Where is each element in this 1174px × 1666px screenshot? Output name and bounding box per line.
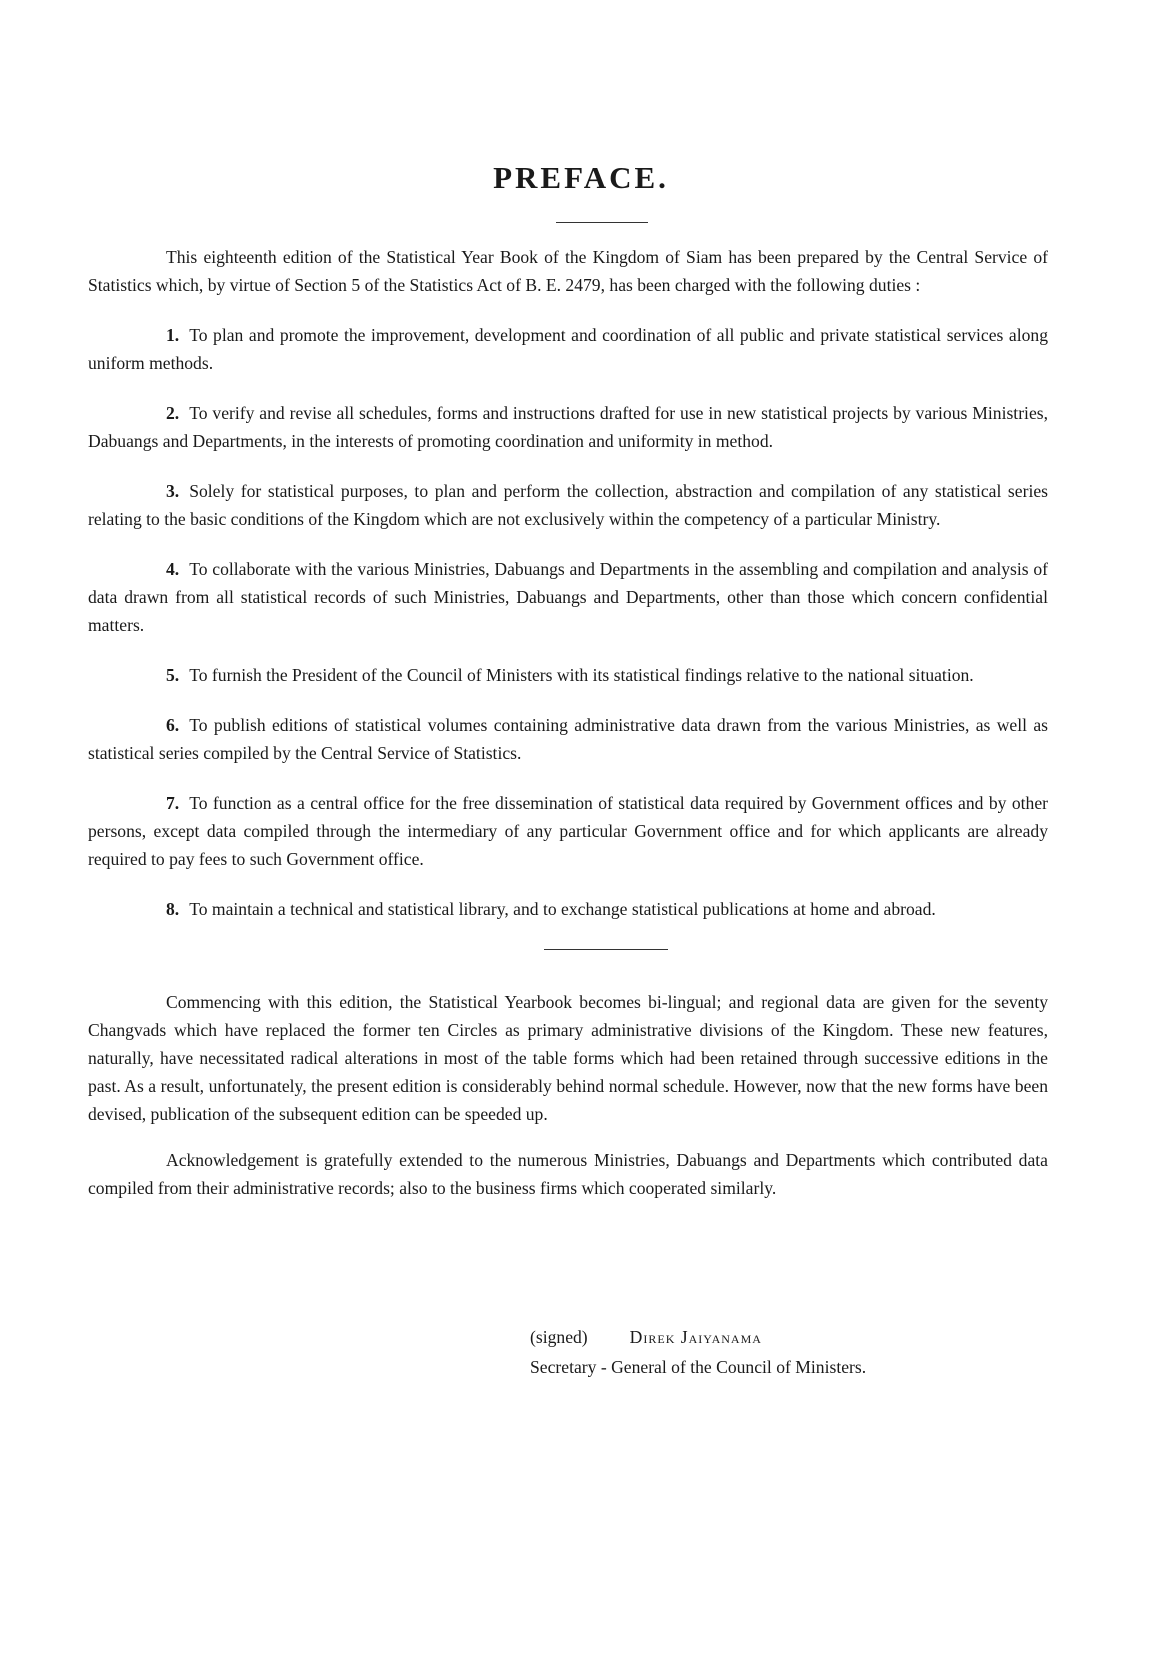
signatory-name: Direk Jaiyanama <box>629 1327 762 1347</box>
acknowledgement-paragraph: Acknowledgement is gratefully extended to the numerous Ministries, Dabuangs and Departments which contributed data compiled from their administrative records; also to the business firms which cooperated similarly. <box>88 1150 1048 1198</box>
duty-item <box>88 895 1048 923</box>
duty-item <box>88 399 1048 455</box>
duty-number: 4. <box>166 559 180 579</box>
duty-text: To publish editions of statistical volumes containing administrative data drawn from the various Ministries, as well as statistical series compiled by the Central Service of Statistics. <box>88 715 1048 763</box>
duty-text: To maintain a technical and statistical library, and to exchange statistical publications at home and abroad. <box>189 899 936 919</box>
duty-number: 6. <box>166 715 180 735</box>
duty-number: 3. <box>166 481 180 501</box>
duty-text: Solely for statistical purposes, to plan and perform the collection, abstraction and compilation of any statistical series relating to the basic conditions of the Kingdom which are not exclusively within the competency of a particular Ministry. <box>88 481 1048 529</box>
duty-text: To function as a central office for the free dissemination of statistical data required by Government offices and by other persons, except data compiled through the intermediary of any particular Government office and for which applicants are already required to pay fees to such Government office. <box>88 793 1048 869</box>
duty-text: To verify and revise all schedules, forms and instructions drafted for use in new statistical projects by various Ministries, Dabuangs and Departments, in the interests of promoting coordination and uniformity in method. <box>88 403 1048 451</box>
signatory-position: Secretary - General of the Council of Ministers. <box>530 1357 867 1377</box>
page-title: PREFACE. <box>493 160 669 195</box>
duty-text: To collaborate with the various Ministries, Dabuangs and Departments in the assembling and compilation and analysis of data drawn from all statistical records of such Ministries, Dabuangs and Departments, other than those which concern confidential matters. <box>88 559 1048 635</box>
duty-item <box>88 555 1048 639</box>
signature-block <box>530 1322 866 1382</box>
closing-paragraph: Commencing with this edition, the Statistical Yearbook becomes bi-lingual; and regional data are given for the seventy Changvads which have replaced the former ten Circles as primary administrative divisions of the Kingdom. These new features, naturally, have necessitated radical alterations in most of the table forms which had been retained through successive editions in the past. As a result, unfortunately, the present edition is considerably behind normal schedule. However, now that the new forms have been devised, publication of the subsequent edition can be speeded up. <box>88 992 1048 1124</box>
duty-number: 1. <box>166 325 180 345</box>
duty-item <box>88 789 1048 873</box>
signature-line <box>530 1322 866 1352</box>
duties-list <box>88 321 1048 923</box>
signed-label: (signed) <box>530 1327 588 1347</box>
duty-number: 8. <box>166 899 180 919</box>
duty-item <box>88 711 1048 767</box>
duty-number: 5. <box>166 665 180 685</box>
duty-text: To plan and promote the improvement, development and coordination of all public and private statistical services along uniform methods. <box>88 325 1048 373</box>
duty-item <box>88 477 1048 533</box>
title-divider <box>556 222 648 223</box>
duty-number: 7. <box>166 793 180 813</box>
duty-item <box>88 321 1048 377</box>
duty-number: 2. <box>166 403 180 423</box>
duty-item <box>88 661 1048 689</box>
intro-paragraph: This eighteenth edition of the Statistical Year Book of the Kingdom of Siam has been prepared by the Central Service of Statistics which, by virtue of Section 5 of the Statistics Act of B. E. 2479, has been charged with the following duties : <box>88 247 1048 295</box>
section-divider <box>544 949 668 950</box>
preface-page <box>88 150 1048 1220</box>
duty-text: To furnish the President of the Council of Ministers with its statistical findings relative to the national situation. <box>189 665 974 685</box>
